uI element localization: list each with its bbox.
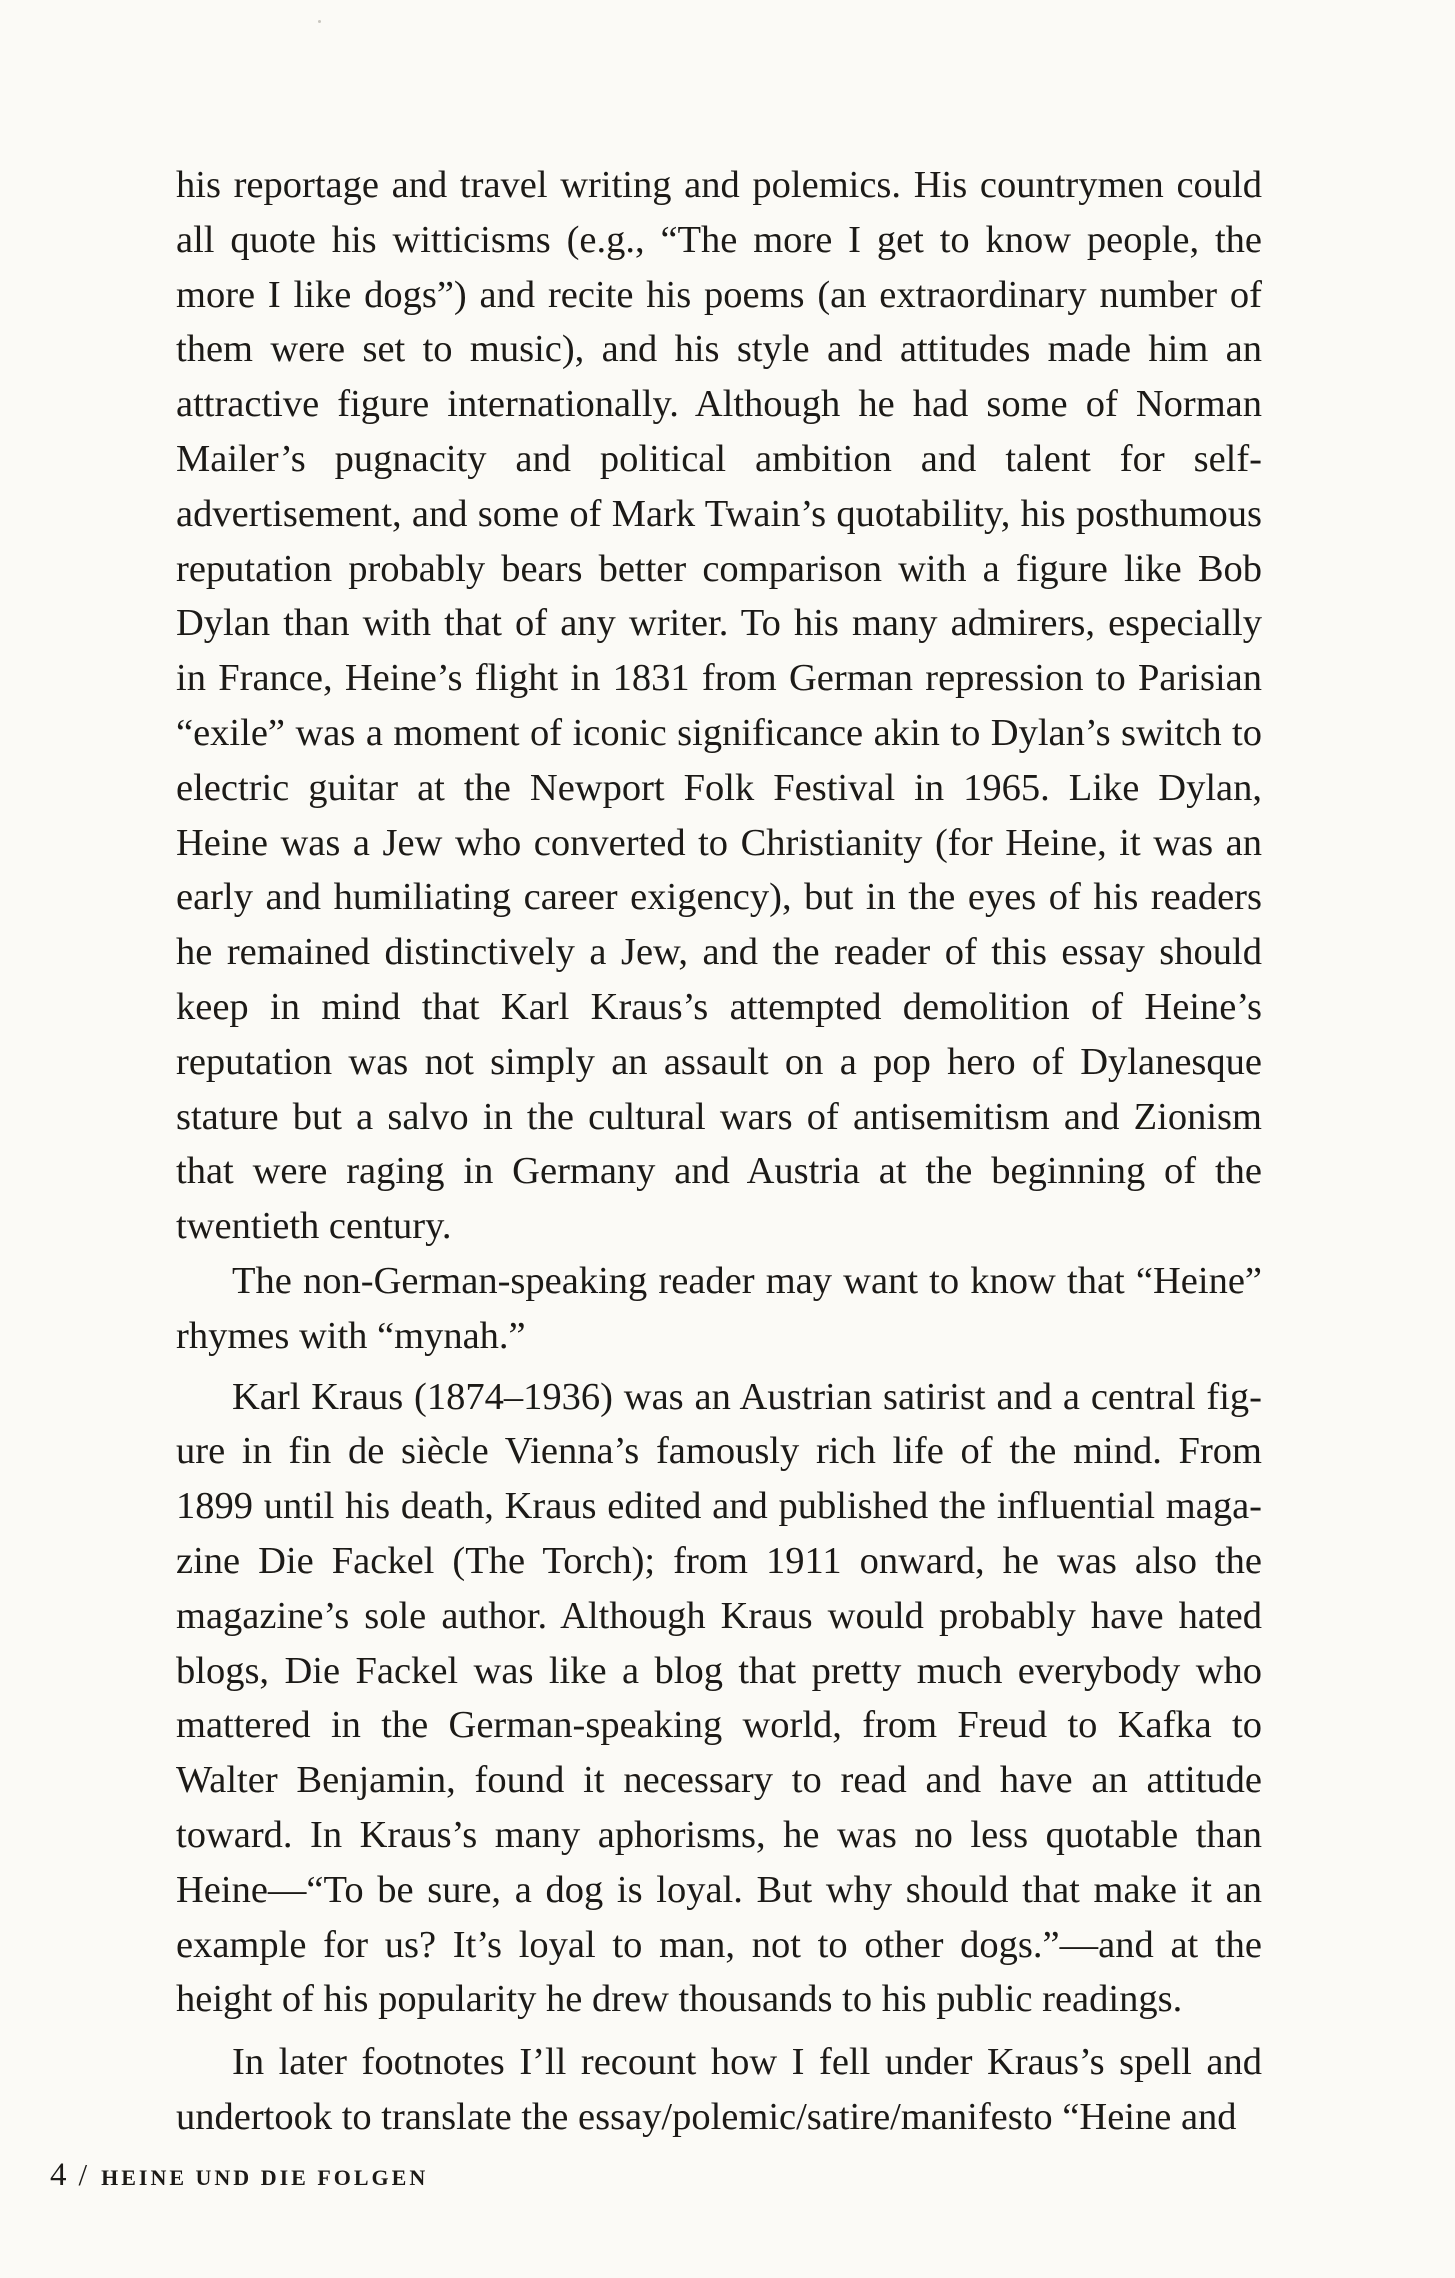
page-number: 4 bbox=[50, 2157, 67, 2193]
paragraph-2: The non-German-speaking reader may want to know that “Heine” rhymes with “mynah.” bbox=[176, 1259, 1262, 1357]
paragraph-3: Karl Kraus (1874–1936) was an Austrian satirist and a central figure in fin de siècle Vienna’s famously rich life of the mind. From 1899 until his death, Kraus edited and published the influential magazine Die Fackel (The Torch); from 1911 onward, he was also the magazine’s sole author. Although Kraus would probably have hated blogs, Die Fackel was like a blog that pretty much everybody who mattered in the German-speaking world, from Freud to Kafka to Walter Benjamin, found it necessary to read and have an attitude toward. In Kraus’s many aphorisms, he was no less quotable than Heine—“To be sure, a dog is loyal. But why should that make it an example for us? It’s loyal to man, not to other dogs.”—and at the height of his popularity he drew thousands to his public readings. bbox=[176, 1375, 1262, 2021]
running-head: HEINE UND DIE FOLGEN bbox=[101, 2165, 429, 2190]
page-footer bbox=[50, 2157, 428, 2194]
paper-speck bbox=[318, 20, 321, 23]
footer-separator: / bbox=[78, 2157, 88, 2192]
paragraph-1: his reportage and travel writing and polemics. His countrymen could all quote his witticisms (e.g., “The more I get to know people, the more I like dogs”) and recite his poems (an extraordinary number of them were set to music), and his style and attitudes made him an attractive figure internationally. Although he had some of Norman Mailer’s pugnacity and political ambition and talent for self-advertisement, and some of Mark Twain’s quotability, his posthumous reputation probably bears better comparison with a figure like Bob Dylan than with that of any writer. To his many admirers, especially in France, Heine’s flight in 1831 from German repression to Parisian “exile” was a moment of iconic significance akin to Dylan’s switch to electric guitar at the Newport Folk Festival in 1965. Like Dylan, Heine was a Jew who converted to Christianity (for Heine, it was an early and humiliating career exigency), but in the eyes of his readers he remained distinctively a Jew, and the reader of this essay should keep in mind that Karl Kraus’s attempted demolition of Heine’s reputation was not simply an assault on a pop hero of Dylanesque stature but a salvo in the cultural wars of antisemitism and Zionism that were raging in Germany and Austria at the beginning of the twentieth century. bbox=[176, 164, 1262, 1248]
body-text bbox=[176, 158, 1262, 2145]
paragraph-4: In later footnotes I’ll recount how I fell under Kraus’s spell and undertook to translate the essay/polemic/satire/manifesto “Heine and bbox=[176, 2041, 1262, 2138]
